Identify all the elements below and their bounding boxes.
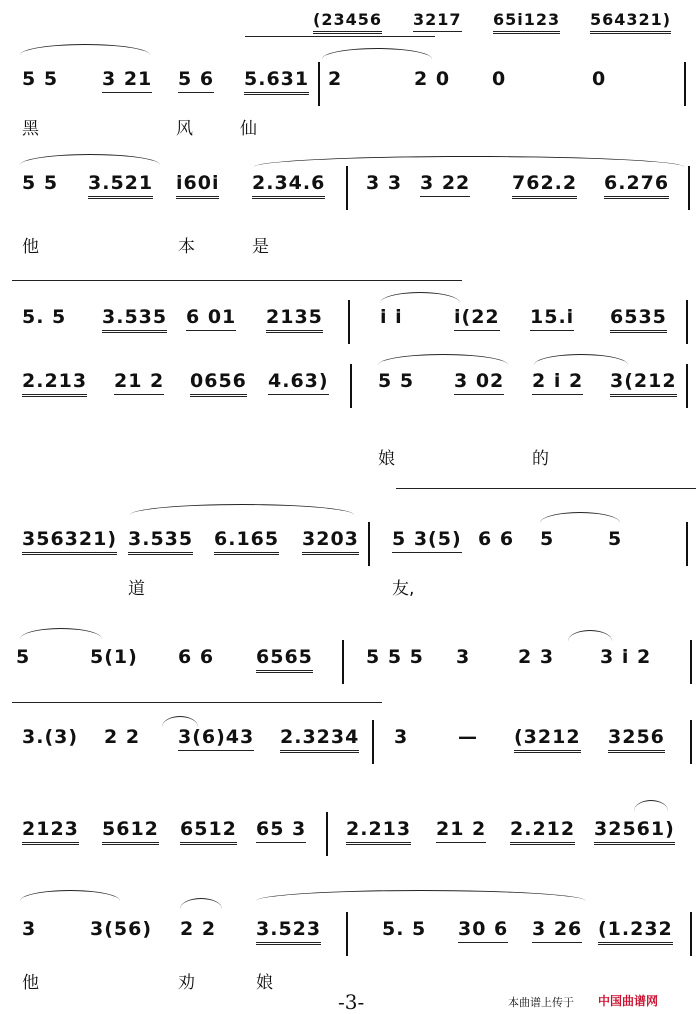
note-group: 3 [394, 726, 409, 748]
barline [318, 62, 320, 106]
score-row-1 [0, 62, 700, 142]
note-group: 3.521 [88, 172, 153, 199]
slur [534, 354, 628, 365]
intro-group-2: 3217 [413, 10, 462, 32]
note-group: 5 6 [178, 68, 214, 93]
note-group: 5612 [102, 818, 159, 845]
intro-line [0, 6, 700, 46]
lyric: 的 [532, 449, 549, 469]
score-row-8 [0, 812, 700, 862]
note-group: i60i [176, 172, 219, 199]
note-group: 3(6)43 [178, 726, 254, 751]
slur [378, 354, 508, 365]
lyric: 娘 [378, 449, 395, 469]
note-group: 30 6 [458, 918, 508, 943]
note-group: 2.213 [22, 370, 87, 397]
barline [346, 166, 348, 210]
slur [20, 628, 102, 639]
note-group: 2.34.6 [252, 172, 325, 199]
slur [540, 512, 620, 523]
lyric: 本 [178, 237, 195, 257]
note-group: 6.165 [214, 528, 279, 555]
note-group: 0 [492, 68, 507, 90]
lyric: 娘 [256, 973, 273, 993]
barline [686, 364, 688, 408]
note-group: 32561) [594, 818, 675, 845]
note-group: 2.212 [510, 818, 575, 845]
barline [684, 62, 686, 106]
note-group: 5 3(5) [392, 528, 462, 553]
note-group: (1.232 [598, 918, 673, 945]
note-group: 6 6 [178, 646, 215, 668]
note-group: 5 5 [22, 172, 59, 194]
note-group: 3 i 2 [600, 646, 652, 668]
note-group: 6535 [610, 306, 667, 333]
note-group: (3212 [514, 726, 581, 753]
barline [690, 912, 692, 956]
score-row-5 [0, 522, 700, 602]
credit-text: 本曲谱上传于 [508, 996, 574, 1009]
intro-group-3: 65i123 [493, 10, 560, 34]
note-group: 3.523 [256, 918, 321, 945]
barline [346, 912, 348, 956]
lyric: 他 [22, 973, 39, 993]
note-group: 6.276 [604, 172, 669, 199]
note-group: — [458, 726, 478, 748]
note-group: 2 0 [414, 68, 451, 90]
barline [350, 364, 352, 408]
note-group: 3.535 [102, 306, 167, 333]
note-group: 5 [608, 528, 623, 550]
slur [20, 890, 120, 901]
tie-line [12, 702, 382, 703]
note-group: i(22 [454, 306, 500, 331]
note-group: 5 5 5 [366, 646, 424, 668]
barline [690, 640, 692, 684]
barline [326, 812, 328, 856]
barline [690, 720, 692, 764]
note-group: 2.213 [346, 818, 411, 845]
lyric: 是 [252, 237, 269, 257]
note-group: 3 22 [420, 172, 470, 197]
score-row-7 [0, 720, 700, 770]
slur [180, 898, 222, 909]
slur [322, 48, 432, 59]
note-group: 5 5 [378, 370, 415, 392]
note-group: i i [380, 306, 403, 328]
note-group: 2 i 2 [532, 370, 583, 395]
barline [688, 166, 690, 210]
note-group: 6512 [180, 818, 237, 845]
note-group: 3 [456, 646, 471, 668]
note-group: 5 5 [22, 68, 59, 90]
tie-line [12, 280, 462, 281]
note-group: 3 21 [102, 68, 152, 93]
note-group: 0 [592, 68, 607, 90]
lyric: 道 [128, 579, 145, 599]
note-group: 2 3 [518, 646, 555, 668]
lyric: 仙 [240, 119, 257, 139]
score-row-9 [0, 912, 700, 993]
barline [686, 522, 688, 566]
note-group: 21 2 [114, 370, 164, 395]
note-group: 3 [22, 918, 37, 940]
note-group: 3.535 [128, 528, 193, 555]
site-logo[interactable]: 中国曲谱网 [598, 994, 659, 1008]
tie-line [396, 488, 696, 489]
note-group: 2 2 [180, 918, 217, 940]
tie-line [245, 36, 435, 37]
slur [256, 890, 586, 901]
lyric: 他 [22, 237, 39, 257]
score-row-6 [0, 640, 700, 690]
note-group: 3(56) [90, 918, 153, 940]
note-group: 3 02 [454, 370, 504, 395]
barline [686, 300, 688, 344]
note-group: 5 [16, 646, 31, 668]
note-group: 2 [328, 68, 343, 90]
slur [20, 154, 160, 165]
barline [348, 300, 350, 344]
note-group: 6 01 [186, 306, 236, 331]
slur [130, 504, 354, 515]
score-row-3 [0, 300, 700, 350]
intro-group-4: 564321) [590, 10, 671, 34]
lyric: 黑 [22, 119, 39, 139]
note-group: 5.631 [244, 68, 309, 95]
intro-group-1: (23456 [313, 10, 382, 34]
slur [254, 156, 684, 167]
note-group: 6565 [256, 646, 313, 673]
note-group: 15.i [530, 306, 574, 331]
note-group: 2123 [22, 818, 79, 845]
note-group: 5(1) [90, 646, 138, 668]
note-group: 3(212 [610, 370, 677, 397]
note-group: 5. 5 [382, 918, 427, 940]
note-group: 2135 [266, 306, 323, 333]
score-row-2 [0, 166, 700, 257]
lyric: 劝 [178, 973, 195, 993]
note-group: 2 2 [104, 726, 141, 748]
note-group: 6 6 [478, 528, 515, 550]
note-group: 3203 [302, 528, 359, 555]
barline [368, 522, 370, 566]
lyric: 友, [392, 579, 415, 599]
note-group: 5 [540, 528, 555, 550]
score-row-4 [0, 364, 700, 469]
slur [380, 292, 460, 303]
lyric: 风 [176, 119, 193, 139]
note-group: 3 26 [532, 918, 582, 943]
note-group: 762.2 [512, 172, 577, 199]
note-group: 3 3 [366, 172, 403, 194]
note-group: 2.3234 [280, 726, 359, 753]
slur [568, 630, 612, 641]
barline [372, 720, 374, 764]
note-group: 21 2 [436, 818, 486, 843]
note-group: 3256 [608, 726, 665, 753]
page-number: -3- [338, 990, 365, 1014]
note-group: 0656 [190, 370, 247, 397]
note-group: 4.63) [268, 370, 329, 395]
note-group: 356321) [22, 528, 117, 555]
slur [634, 800, 668, 811]
barline [342, 640, 344, 684]
note-group: 65 3 [256, 818, 306, 843]
note-group: 5. 5 [22, 306, 67, 328]
note-group: 3.(3) [22, 726, 79, 748]
